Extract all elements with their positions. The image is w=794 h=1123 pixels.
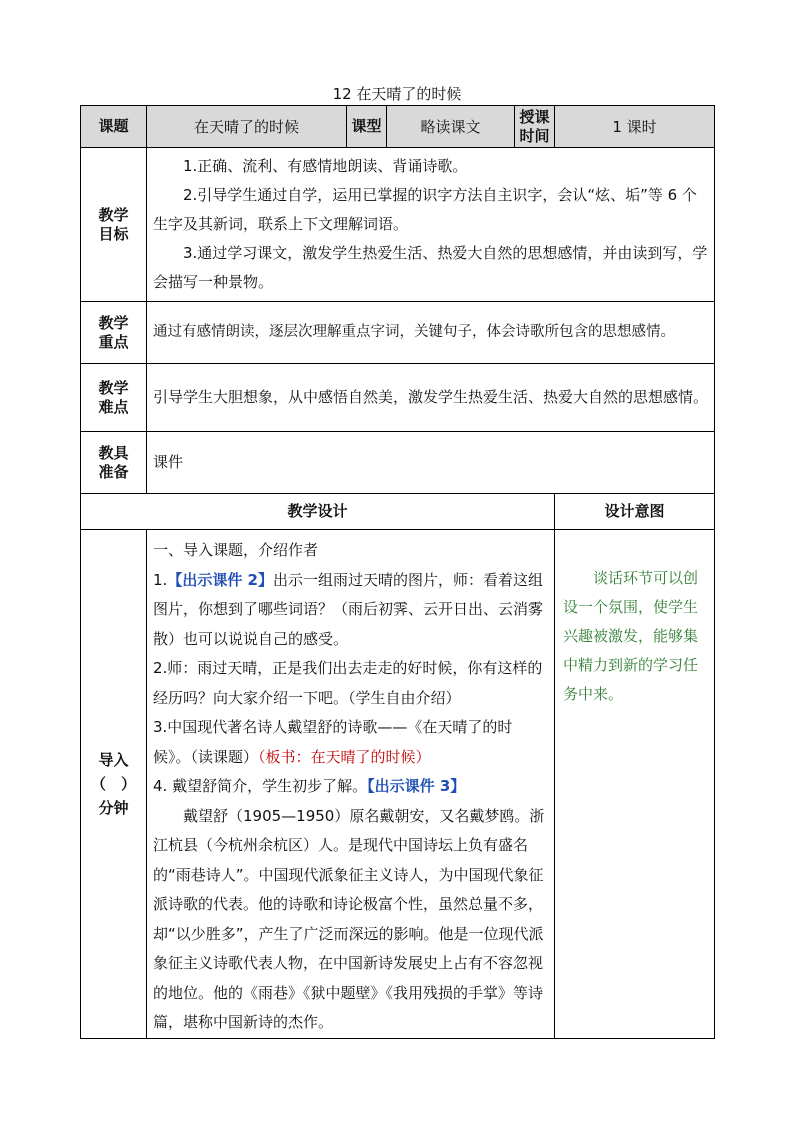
difficulties-label: [81, 364, 147, 432]
author-bio: 戴望舒（1905—1950）原名戴朝安，又名戴梦鸥。浙江杭县（今杭州余杭区）人。是现代中国诗坛上负有盛名的“雨巷诗人”。中国现代派象征主义诗人，为中国现代象征派诗歌的代表。他的诗歌和诗论极富个性，虽然总量不多，却“以少胜多”，产生了广泛而深远的影响。他是一位现代派象征主义诗歌代表人物，在中国新诗发展史上占有不容忽视的地位。他的《雨巷》《狱中题壁》《我用残损的手掌》等诗篇，堪称中国新诗的杰作。: [153, 806, 545, 1031]
objective-item: 1.正确、流利、有感情地朗读、背诵诗歌。: [183, 157, 468, 175]
design-header: 教学设计: [81, 494, 555, 530]
design-header-row: [81, 494, 715, 530]
key-points-row: [81, 302, 715, 364]
intent-header: 设计意图: [555, 494, 715, 530]
step-4-courseware-tag: 【出示课件 3】: [367, 777, 466, 795]
objectives-content: [147, 148, 715, 302]
materials-label-line-1: 教具: [98, 443, 129, 462]
document-title: 12 在天晴了的时候: [332, 85, 462, 103]
lead-in-label-line-3: 分钟: [98, 798, 129, 817]
difficulties-label-line-2: 难点: [98, 397, 129, 416]
difficulties-label-line-1: 教学: [98, 378, 129, 397]
topic-value: 在天晴了的时候: [147, 106, 347, 148]
key-points-text: 通过有感情朗读，逐层次理解重点字词，关键句子，体会诗歌所包含的思想感情。: [147, 302, 715, 364]
lead-in-label-line-2: （ ）: [90, 774, 136, 793]
materials-text: 课件: [147, 432, 715, 494]
materials-label-line-2: 准备: [98, 462, 129, 481]
step-1-courseware-tag: 【出示课件 2】: [167, 570, 273, 589]
lead-in-intent: 谈话环节可以创设一个氛围，使学生兴趣被激发，能够集中精力到新的学习任务中来。: [555, 530, 715, 1039]
step-1-number: 1.: [153, 570, 168, 589]
type-label: 课型: [347, 106, 387, 148]
lead-in-label: [81, 530, 147, 1039]
difficulties-text: 引导学生大胆想象，从中感悟自然美，激发学生热爱生活、热爱大自然的思想感情。: [147, 364, 715, 432]
lead-in-content: [147, 530, 555, 1039]
materials-row: [81, 432, 715, 494]
lead-in-row: [81, 530, 715, 1039]
header-row: [81, 106, 715, 148]
step-1: [153, 566, 548, 655]
time-label: [515, 106, 555, 148]
difficulties-row: [81, 364, 715, 432]
objectives-label-line-2: 目标: [98, 224, 129, 243]
step-1-text: 出示一组雨过天晴的图片，师：看着这组图片，你想到了哪些词语？（雨后初霁、云开日出、云消雾散）也可以说说自己的感受。: [153, 570, 544, 648]
key-points-label-line-1: 教学: [98, 313, 129, 332]
materials-label: [81, 432, 147, 494]
type-value: 略读课文: [387, 106, 515, 148]
key-points-label-line-2: 重点: [98, 332, 129, 351]
objective-item: 3.通过学习课文，激发学生热爱生活、热爱大自然的思想感情，并由读到写，学会描写一种景物。: [153, 244, 708, 291]
lesson-plan-table: [80, 105, 715, 1039]
step-4: [153, 772, 548, 802]
step-2: 2.师：雨过天晴，正是我们出去走走的好时候，你有这样的经历吗？向大家介绍一下吧。（学生自由介绍）: [153, 659, 543, 707]
step-3-board-note: （板书：在天晴了的时候）: [258, 747, 431, 766]
objective-item: 2.引导学生通过自学，运用已掌握的识字方法自主识字，会认“炫、垢”等 6 个生字及其新词，联系上下文理解词语。: [153, 186, 697, 233]
time-label-line-2: 时间: [519, 126, 550, 145]
step-3-text: 3.中国现代著名诗人戴望舒的诗歌——《在天晴了的时候》。（读课题）: [153, 718, 513, 766]
topic-label: 课题: [81, 106, 147, 148]
objectives-row: [81, 148, 715, 302]
time-label-line-1: 授课: [519, 107, 550, 126]
step-3: [153, 713, 548, 772]
objectives-label: [81, 148, 147, 302]
step-4-text: 4. 戴望舒简介，学生初步了解。: [153, 777, 368, 795]
key-points-label: [81, 302, 147, 364]
time-value: 1 课时: [555, 106, 715, 148]
lead-in-label-line-1: 导入: [98, 750, 129, 769]
objectives-label-line-1: 教学: [98, 205, 129, 224]
lead-in-heading: 一、导入课题，介绍作者: [153, 541, 319, 559]
